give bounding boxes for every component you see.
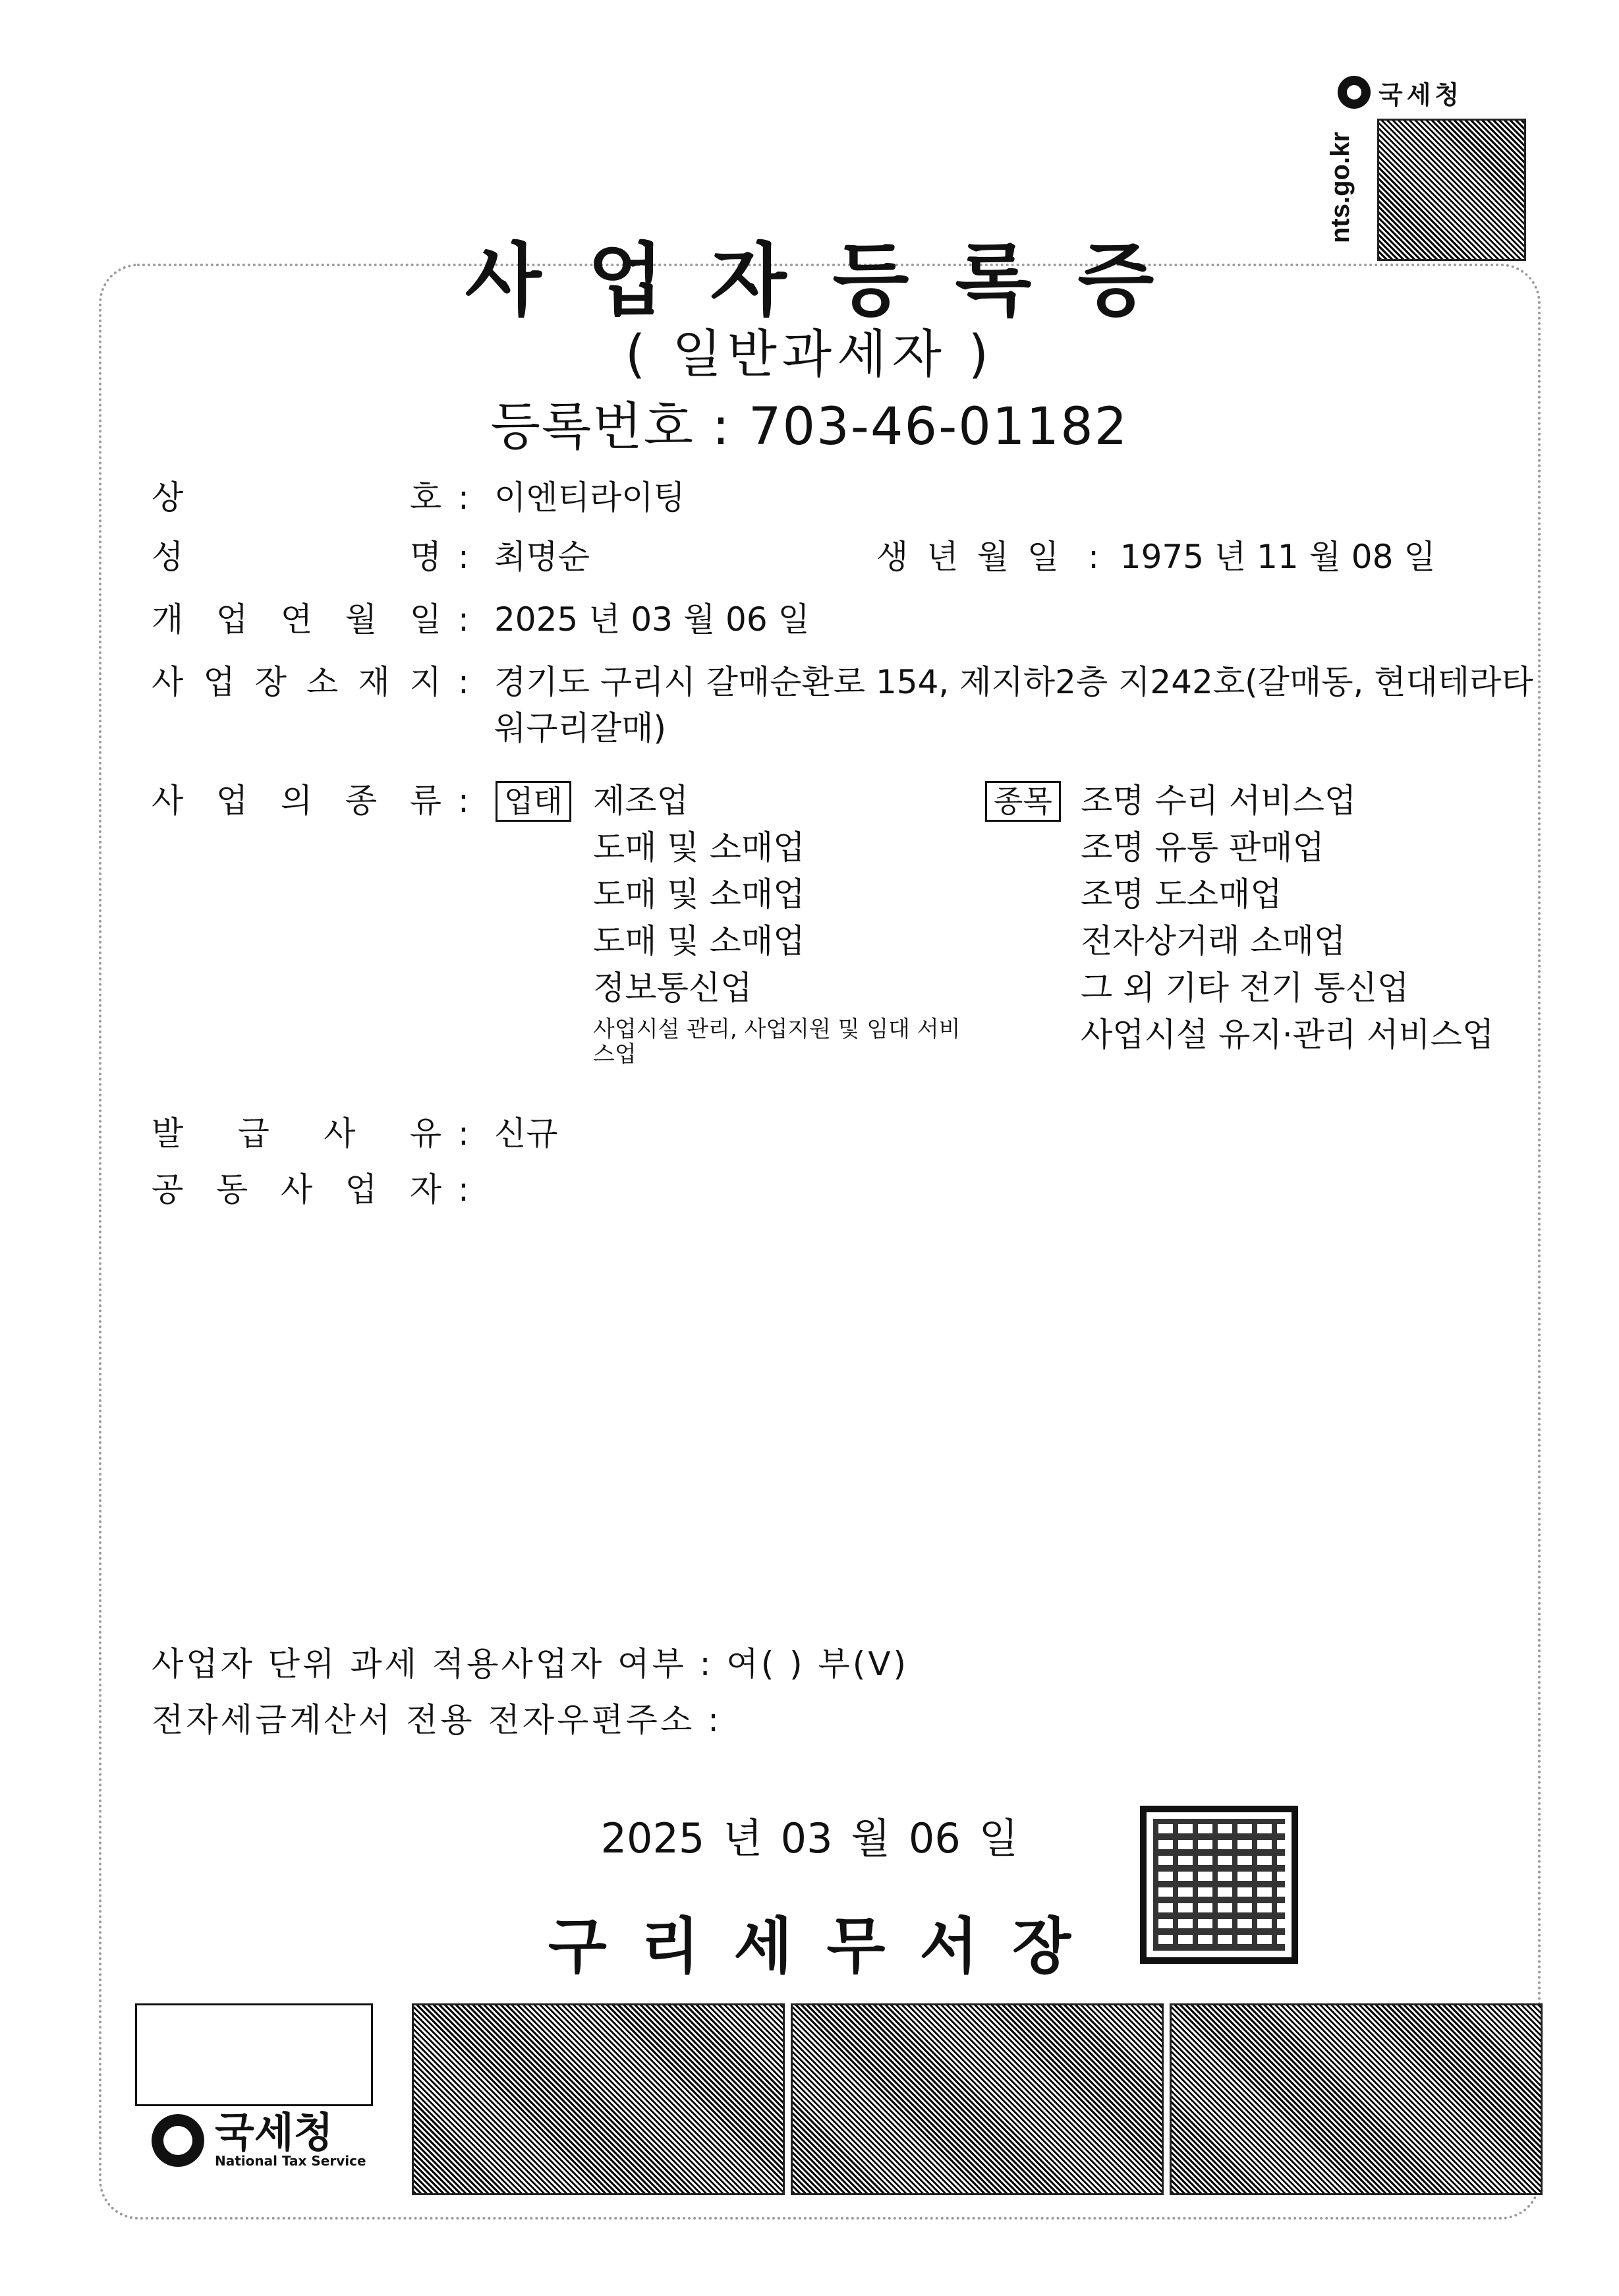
list-item: 그 외 기타 전기 통신업 [1081, 969, 1409, 1007]
list-item: 조명 수리 서비스업 [1081, 782, 1357, 820]
field-label: 발 급 사 유 [152, 1114, 441, 1153]
list-item: 제조업 [593, 782, 689, 820]
document-title: 사업자등록증 [465, 235, 1201, 327]
business-address: 경기도 구리시 갈매순환로 154, 제지하2층 지242호(갈매동, 현대테라타워구리갈매) [494, 663, 1533, 747]
field-birth: 생년월일 : 1975 년 11 월 08 일 [876, 538, 1436, 576]
logo-english: National Tax Service [215, 2153, 366, 2169]
registration-number: 등록번호 : 703-46-01182 [490, 397, 1129, 457]
list-item: 조명 도소매업 [1081, 875, 1282, 913]
type-tag: 업태 [496, 778, 571, 824]
business-items-list [1081, 778, 1494, 1058]
list-item: 정보통신업 [593, 969, 753, 1007]
logo-korean: 국세청 [215, 2108, 333, 2156]
nts-badge-text: 국세청 [1378, 80, 1463, 109]
nts-mascot-icon [1338, 76, 1371, 109]
birth-label: 생년월일 [876, 538, 1078, 576]
nts-logo [152, 2108, 366, 2169]
field-label: 사 업 의 종 류 [152, 782, 441, 820]
list-item: 사업시설 유지·관리 서비스업 [1081, 1016, 1494, 1054]
business-types-list [593, 778, 962, 1067]
company-name: 이엔티라이팅 [494, 478, 685, 517]
security-code-2 [791, 2003, 1164, 2195]
field-label: 상 호 [152, 478, 441, 517]
item-tag: 종목 [985, 778, 1061, 824]
security-code-1 [412, 2003, 785, 2195]
list-item: 도매 및 소매업 [593, 828, 805, 867]
list-item: 전자상거래 소매업 [1081, 922, 1346, 960]
field-label: 공 동 사 업 자 [152, 1170, 441, 1209]
field-label: 개 업 연 월 일 [152, 600, 441, 639]
nts-url: nts.go.kr [1326, 132, 1355, 244]
official-seal-stamp [1140, 1806, 1298, 1964]
issue-reason: 신규 [494, 1114, 558, 1153]
unit-tax-status: 사업자 단위 과세 적용사업자 여부 : 여( ) 부(V) [152, 1645, 909, 1683]
list-item: 조명 유통 판매업 [1081, 828, 1324, 867]
birth-date: 1975 년 11 월 08 일 [1120, 538, 1436, 576]
list-item: 도매 및 소매업 [593, 922, 805, 960]
list-item: 도매 및 소매업 [593, 875, 805, 913]
field-label: 성 명 [152, 538, 441, 576]
field-label: 사 업 장 소 재 지 [152, 663, 441, 701]
list-item: 사업시설 관리, 사업지원 및 임대 서비스업 [593, 1016, 961, 1068]
nts-badge [1338, 72, 1529, 112]
security-code-3 [1170, 2003, 1543, 2195]
taxpayer-type: ( 일반과세자 ) [625, 325, 994, 384]
blank-box [135, 2003, 373, 2106]
issuing-office: 구리세무서장 [548, 1911, 1106, 1982]
open-date: 2025 년 03 월 06 일 [494, 600, 810, 639]
certificate-page: 국세청 nts.go.kr 사업자등록증 ( 일반과세자 ) 등록번호 : 703-46-01182 상 호 : 이엔티라이팅 성 명 : 최명순 생년월일 : 1975 년 11 월 08 일 개 업 연 월 일 : 2025 년 03 월 06 일 사 업 장 소 재 지 : 경기도 구리시 갈매순환로 154, 제지하2층 지242호(갈매동, 현대테라타워구리갈매) 사 업 의 종 류 : 업태 제조업 도매 및 소매업 도매 및 소매업 도매 및 소매업 정보통신업 사업시설 관리, 사업지원 및 임대 서비스업 종목 조명 수리 서비스업 조명 유통 판매업 조명 도소매업 전자상거래 소매업 그 외 기타 전기 통신업 사업시설 유지·관리 서비스업 발 급 사 유 : 신규 공 동 사 업 자 : 사업자 단위 과세 적용사업자 여부 : 여( ) 부(V) 전자세금계산서 전용 전자우편주소 : 2025 년 03 월 06 일 구리세무서장 국세청 National Tax Service [0, 0, 1619, 2296]
issue-date: 2025 년 03 월 06 일 [600, 1814, 1019, 1862]
taegeuk-icon [152, 2114, 204, 2167]
owner-name: 최명순 [494, 538, 590, 576]
e-tax-email: 전자세금계산서 전용 전자우편주소 : [152, 1701, 722, 1739]
